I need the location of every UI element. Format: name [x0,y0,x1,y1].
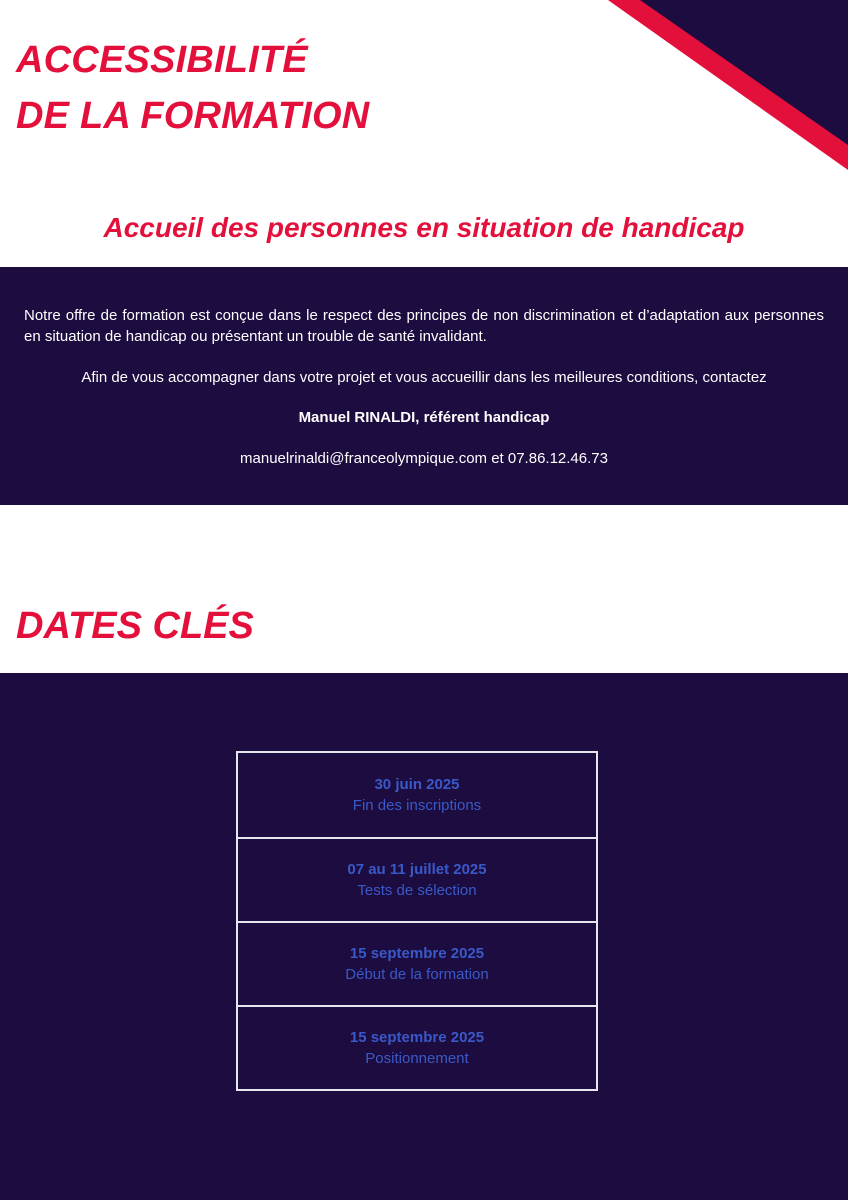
date-value: 30 juin 2025 [374,776,460,793]
page-title-line1: ACCESSIBILITÉ [16,39,308,81]
accessibility-paragraph-contact: Afin de vous accompagner dans votre projet et vous accueillir dans les meilleures conditions, contactez [81,369,767,386]
date-label: Début de la formation [345,966,489,983]
dates-section [0,673,848,1200]
date-row [238,753,596,837]
contact-details: manuelrinaldi@franceolympique.com et 07.86.12.46.73 [240,450,608,467]
contact-name: Manuel RINALDI, référent handicap [298,409,550,426]
page-title [16,32,369,144]
date-value: 15 septembre 2025 [349,1029,485,1046]
dates-title: DATES CLÉS [16,605,254,647]
accessibility-text [24,305,824,469]
date-value: 15 septembre 2025 [349,945,485,962]
corner-stripe-decoration [608,0,848,170]
date-row [238,1005,596,1089]
accessibility-section [0,267,848,505]
date-label: Positionnement [365,1050,469,1067]
date-row [238,921,596,1005]
accessibility-paragraph-intro: Notre offre de formation est conçue dans le respect des principes de non discrimination et d’adaptation aux personnes en situation de handicap ou présentant un trouble de santé invalidant. [24,307,824,345]
date-row [238,837,596,921]
accessibility-subtitle: Accueil des personnes en situation de handicap [103,212,745,243]
date-value: 07 au 11 juillet 2025 [347,861,487,878]
dates-table [236,751,598,1091]
date-label: Fin des inscriptions [352,797,482,814]
page-title-line2: DE LA FORMATION [16,95,370,137]
date-label: Tests de sélection [357,882,477,899]
